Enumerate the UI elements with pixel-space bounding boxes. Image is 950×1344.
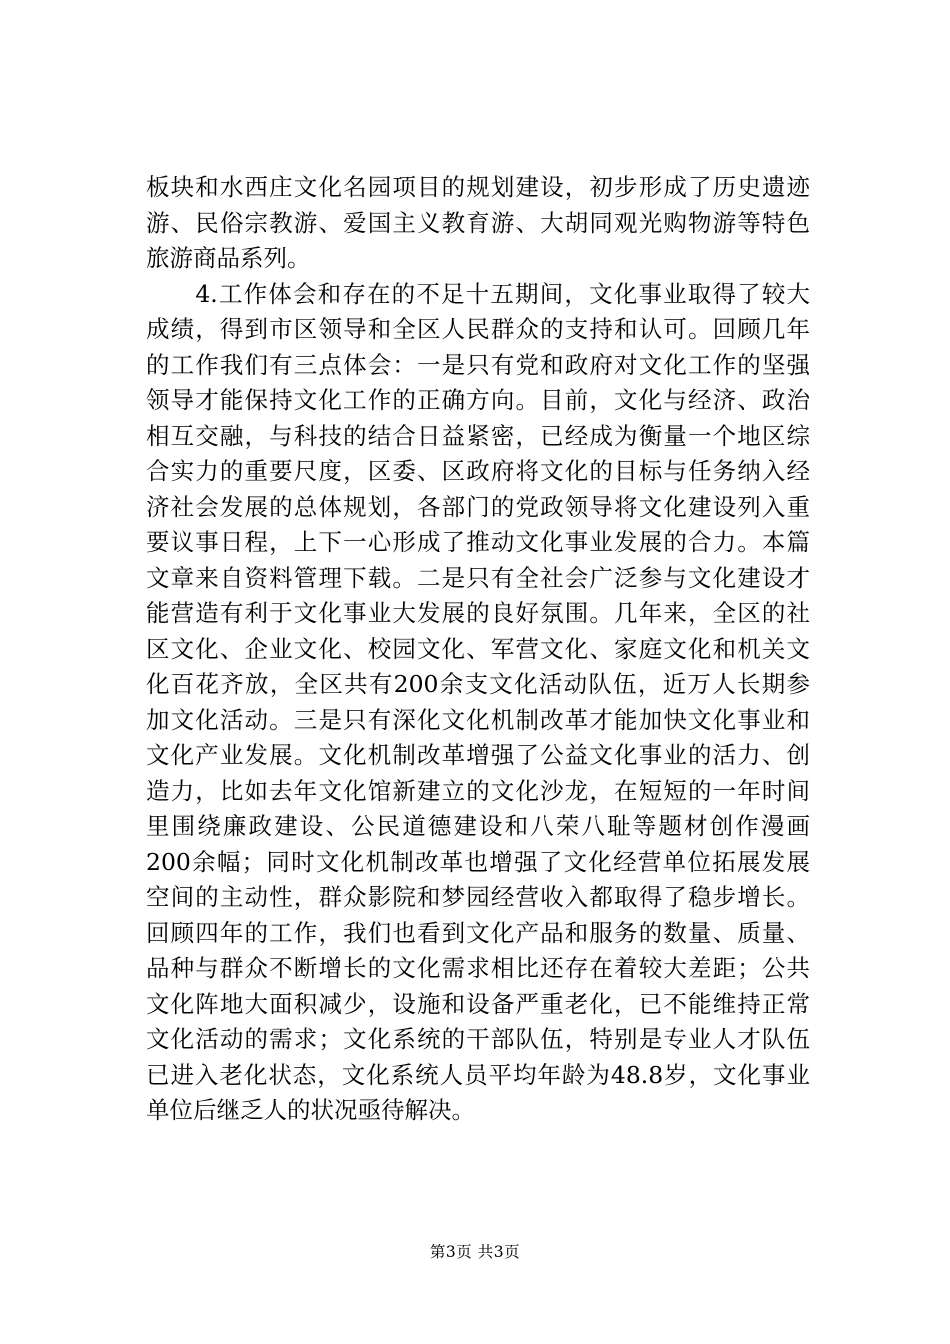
text-line: 里围绕廉政建设、公民道德建设和八荣八耻等题材创作漫画 [146,812,810,840]
text-line: 品种与群众不断增长的文化需求相比还存在着较大差距；公共 [146,954,810,982]
text-line: 成绩，得到市区领导和全区人民群众的支持和认可。回顾几年 [146,315,810,343]
text-line: 文化活动的需求；文化系统的干部队伍，特别是专业人才队伍 [146,1025,810,1053]
text-line: 已进入老化状态，文化系统人员平均年龄为48.8岁，文化事业 [146,1060,810,1089]
text-line: 要议事日程，上下一心形成了推动文化事业发展的合力。本篇 [146,528,810,556]
text-line: 加文化活动。三是只有深化文化机制改革才能加快文化事业和 [146,705,810,734]
text-line: 造力，比如去年文化馆新建立的文化沙龙，在短短的一年时间 [146,776,810,805]
text-line: 200余幅；同时文化机制改革也增强了文化经营单位拓展发展 [146,847,810,876]
text-line: 空间的主动性，群众影院和梦园经营收入都取得了稳步增长。 [146,883,810,911]
text-line: 单位后继乏人的状况亟待解决。 [146,1096,475,1124]
text-line: 文化阵地大面积减少，设施和设备严重老化，已不能维持正常 [146,989,810,1018]
text-line: 文章来自资料管理下载。二是只有全社会广泛参与文化建设才 [146,563,810,592]
text-line: 能营造有利于文化事业大发展的良好氛围。几年来，全区的社 [146,599,810,627]
body-paragraphs [146,170,810,1129]
text-line: 回顾四年的工作，我们也看到文化产品和服务的数量、质量、 [146,918,810,947]
page-number-footer: 第3页 共3页 [429,1243,521,1261]
text-line: 4.工作体会和存在的不足十五期间，文化事业取得了较大 [146,279,810,308]
text-line: 相互交融，与科技的结合日益紧密，已经成为衡量一个地区综 [146,421,810,450]
text-line: 的工作我们有三点体会：一是只有党和政府对文化工作的坚强 [146,350,810,379]
text-line: 区文化、企业文化、校园文化、军营文化、家庭文化和机关文 [146,634,810,663]
text-line: 游、民俗宗教游、爱国主义教育游、大胡同观光购物游等特色 [146,208,810,237]
text-line: 领导才能保持文化工作的正确方向。目前，文化与经济、政治 [146,386,810,414]
text-line: 旅游商品系列。 [146,244,311,272]
text-line: 文化产业发展。文化机制改革增强了公益文化事业的活力、创 [146,741,810,769]
text-line: 合实力的重要尺度，区委、区政府将文化的目标与任务纳入经 [146,457,810,485]
text-line: 济社会发展的总体规划，各部门的党政领导将文化建设列入重 [146,492,810,521]
text-line: 板块和水西庄文化名园项目的规划建设，初步形成了历史遗迹 [146,173,810,201]
text-line: 化百花齐放，全区共有200余支文化活动队伍，近万人长期参 [146,670,810,698]
